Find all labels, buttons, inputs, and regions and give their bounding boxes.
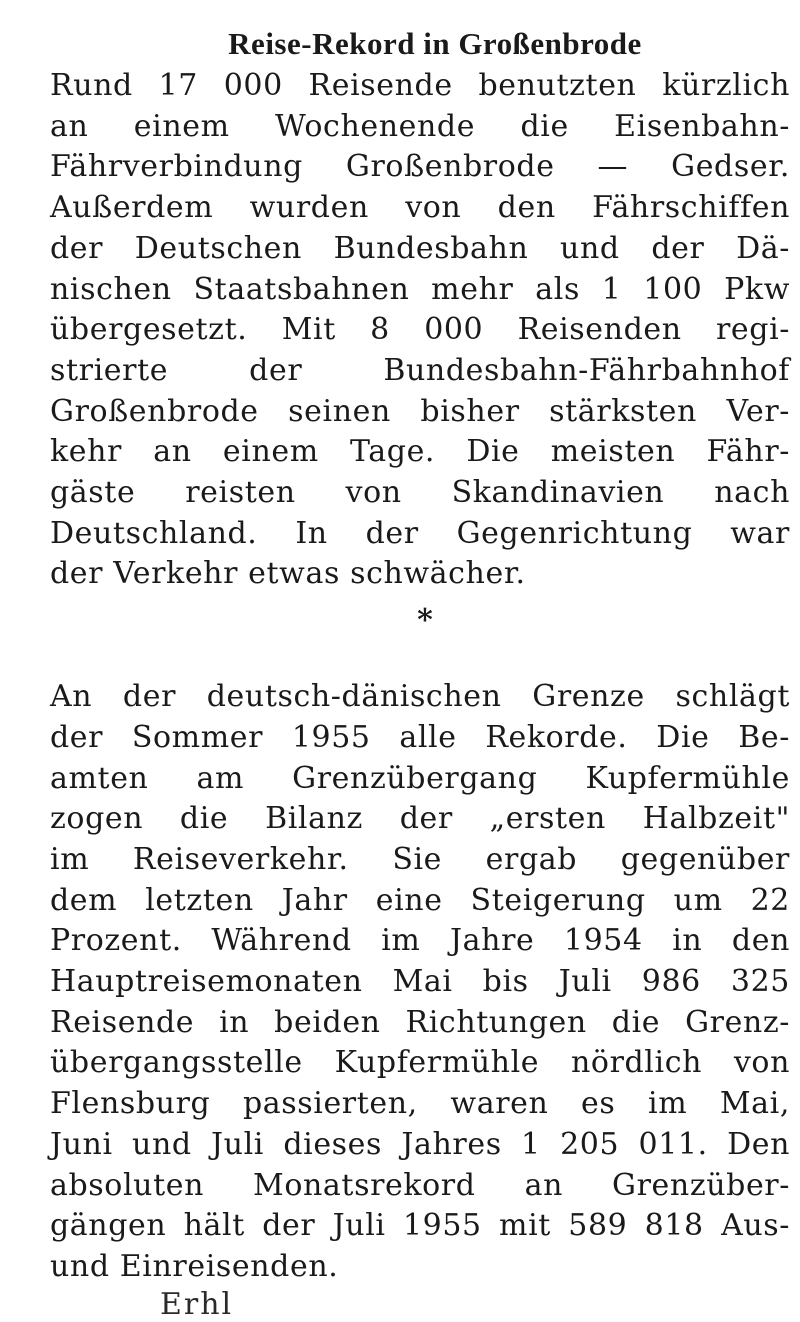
text-line: Prozent. Während im Jahre 1954 in den xyxy=(50,923,790,959)
text-line: übergesetzt. Mit 8 000 Reisenden regi- xyxy=(50,312,790,348)
text-line: Flensburg passierten, waren es im Mai, xyxy=(50,1086,790,1122)
text-line: übergangsstelle Kupfermühle nördlich von xyxy=(50,1045,790,1081)
text-line: der Deutschen Bundesbahn und der Dä- xyxy=(50,230,790,266)
text-line: Fährverbindung Großenbrode — Gedser. xyxy=(50,149,790,185)
text-line: und Einreisenden. xyxy=(50,1248,339,1284)
text-line: zogen die Bilanz der „ersten Halbzeit" xyxy=(50,801,790,837)
text-line: der Sommer 1955 alle Rekorde. Die Be- xyxy=(50,719,790,755)
text-line: kehr an einem Tage. Die meisten Fähr- xyxy=(50,434,790,470)
text-line: Reisende in beiden Richtungen die Grenz- xyxy=(50,1004,790,1040)
text-line: gäste reisten von Skandinavien nach xyxy=(50,475,790,511)
article-paragraph-1 xyxy=(50,66,790,595)
cropped-next-article-fragment xyxy=(160,1287,360,1322)
article-headline: Reise-Rekord in Großenbrode xyxy=(228,26,642,61)
text-line: absoluten Monatsrekord an Grenzüber- xyxy=(50,1167,790,1203)
text-line: Außerdem wurden von den Fährschiffen xyxy=(50,190,790,226)
text-line: Hauptreisemonaten Mai bis Juli 986 325 xyxy=(50,964,790,1000)
text-line: Rund 17 000 Reisende benutzten kürzlich xyxy=(50,68,790,103)
text-line: dem letzten Jahr eine Steigerung um 22 xyxy=(50,882,790,918)
text-line: Juni und Juli dieses Jahres 1 205 011. Den xyxy=(50,1126,790,1162)
text-line: An der deutsch-dänischen Grenze schlägt xyxy=(50,679,790,715)
section-separator-asterisk: * xyxy=(417,603,433,639)
text-line: gängen hält der Juli 1955 mit 589 818 Aus- xyxy=(50,1208,790,1244)
newspaper-clipping xyxy=(50,26,790,1288)
text-line: im Reiseverkehr. Sie ergab gegenüber xyxy=(50,841,790,877)
text-line: amten am Grenzübergang Kupfermühle xyxy=(50,760,790,796)
text-line: nischen Staatsbahnen mehr als 1 100 Pkw xyxy=(50,271,790,307)
text-line: Deutschland. In der Gegenrichtung war xyxy=(50,515,790,551)
article-paragraph-2 xyxy=(50,677,790,1288)
text-line: der Verkehr etwas schwächer. xyxy=(50,556,526,592)
text-line: Großenbrode seinen bisher stärksten Ver- xyxy=(50,393,790,429)
text-line: an einem Wochenende die Eisenbahn- xyxy=(50,108,790,144)
text-line: strierte der Bundesbahn-Fährbahnhof xyxy=(50,352,790,388)
cropped-text: Erhl xyxy=(160,1287,234,1322)
